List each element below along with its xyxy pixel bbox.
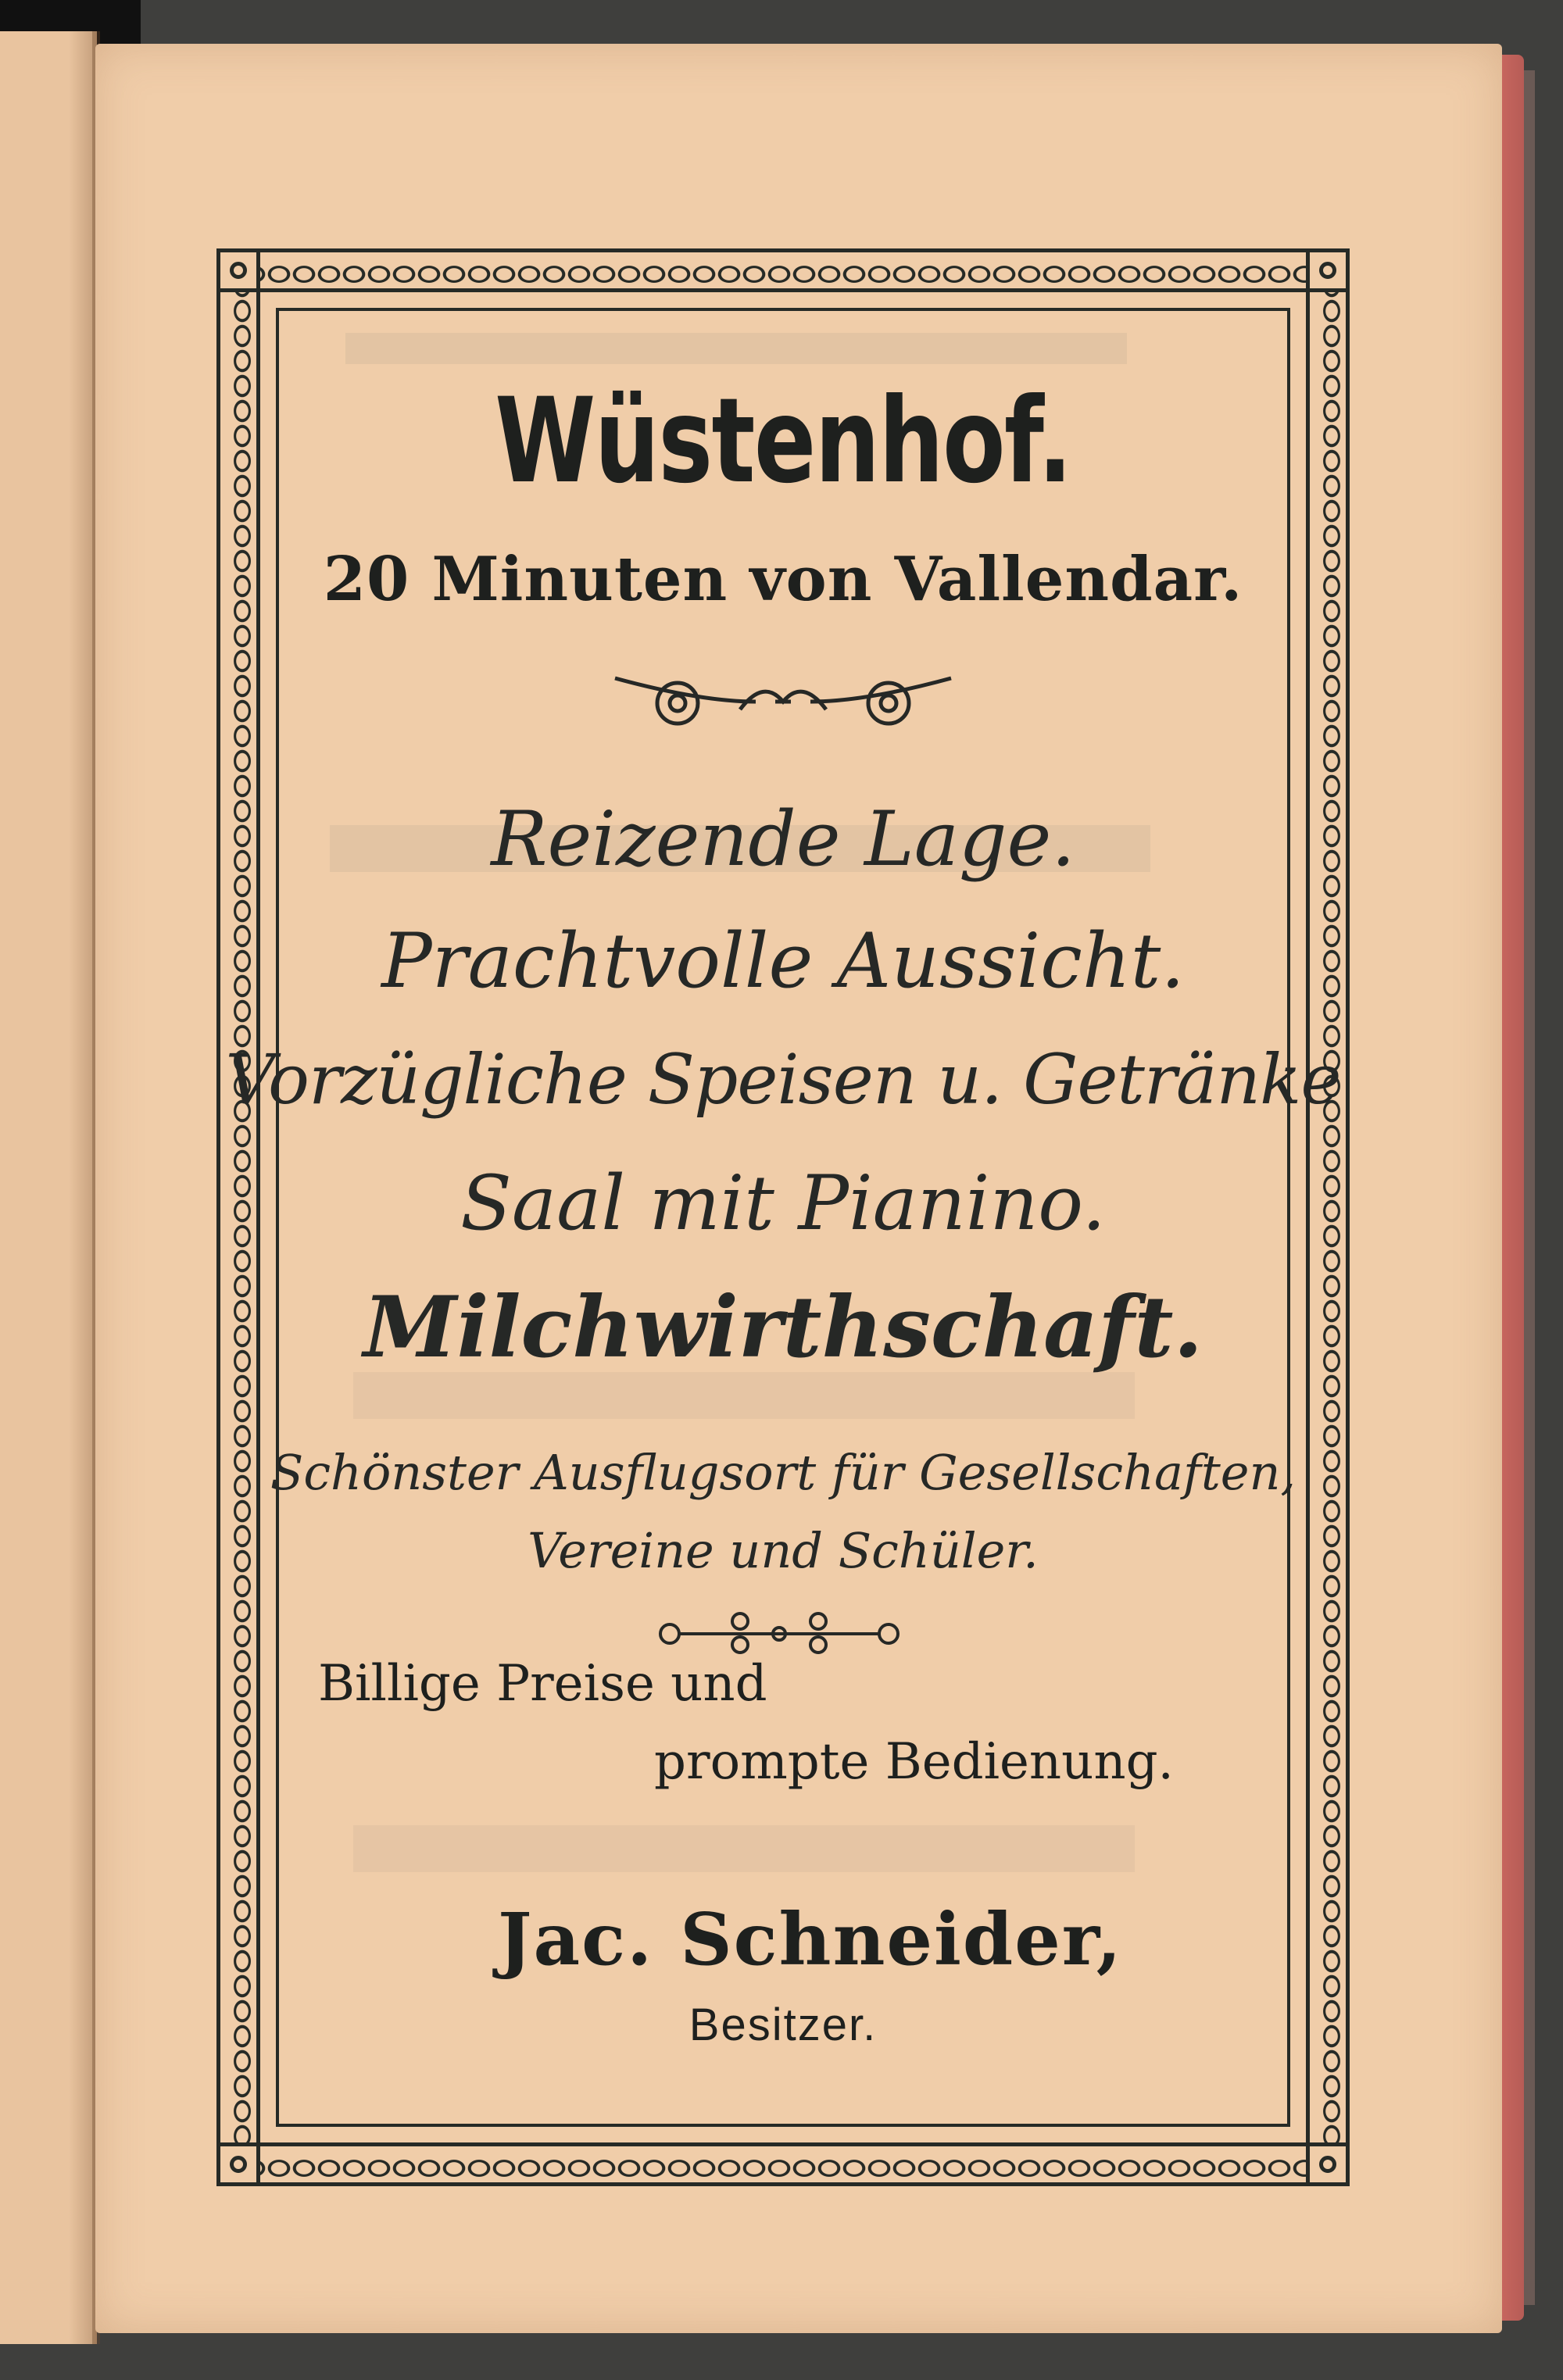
book-cover-edge: [1524, 70, 1535, 2305]
feature-view: Prachtvolle Aussicht.: [381, 917, 1185, 1005]
corner-ornament: [1306, 248, 1350, 292]
small-flourish-icon: [654, 1604, 904, 1659]
highlight-dairy: Milchwirthschaft.: [363, 1278, 1204, 1377]
feature-food: Vorzügliche Speisen u. Getränke: [225, 1039, 1341, 1120]
chain-border-top: [216, 248, 1350, 292]
book-page: [95, 44, 1502, 2333]
ad-title: Wüstenhof.: [495, 373, 1071, 509]
corner-ornament: [1306, 2142, 1350, 2186]
corner-ornament: [216, 2142, 260, 2186]
advertisement-frame: [216, 248, 1350, 2186]
chain-border-bottom: [216, 2142, 1350, 2186]
scroll-flourish-icon: [607, 655, 959, 741]
owner-role: Besitzer.: [689, 1999, 878, 2050]
audience-line-1: Schönster Ausflugsort für Gesellschaften,: [270, 1444, 1297, 1501]
ad-subtitle: 20 Minuten von Vallendar.: [323, 544, 1243, 615]
audience-line-2: Vereine und Schüler.: [528, 1522, 1039, 1579]
prices-line-2: prompte Bedienung.: [654, 1733, 1174, 1791]
corner-ornament: [216, 248, 260, 292]
feature-hall: Saal mit Pianino.: [460, 1160, 1106, 1247]
feature-location: Reizende Lage.: [491, 795, 1075, 883]
owner-name: Jac. Schneider,: [498, 1897, 1123, 1982]
prices-line-1: Billige Preise und: [318, 1655, 767, 1713]
